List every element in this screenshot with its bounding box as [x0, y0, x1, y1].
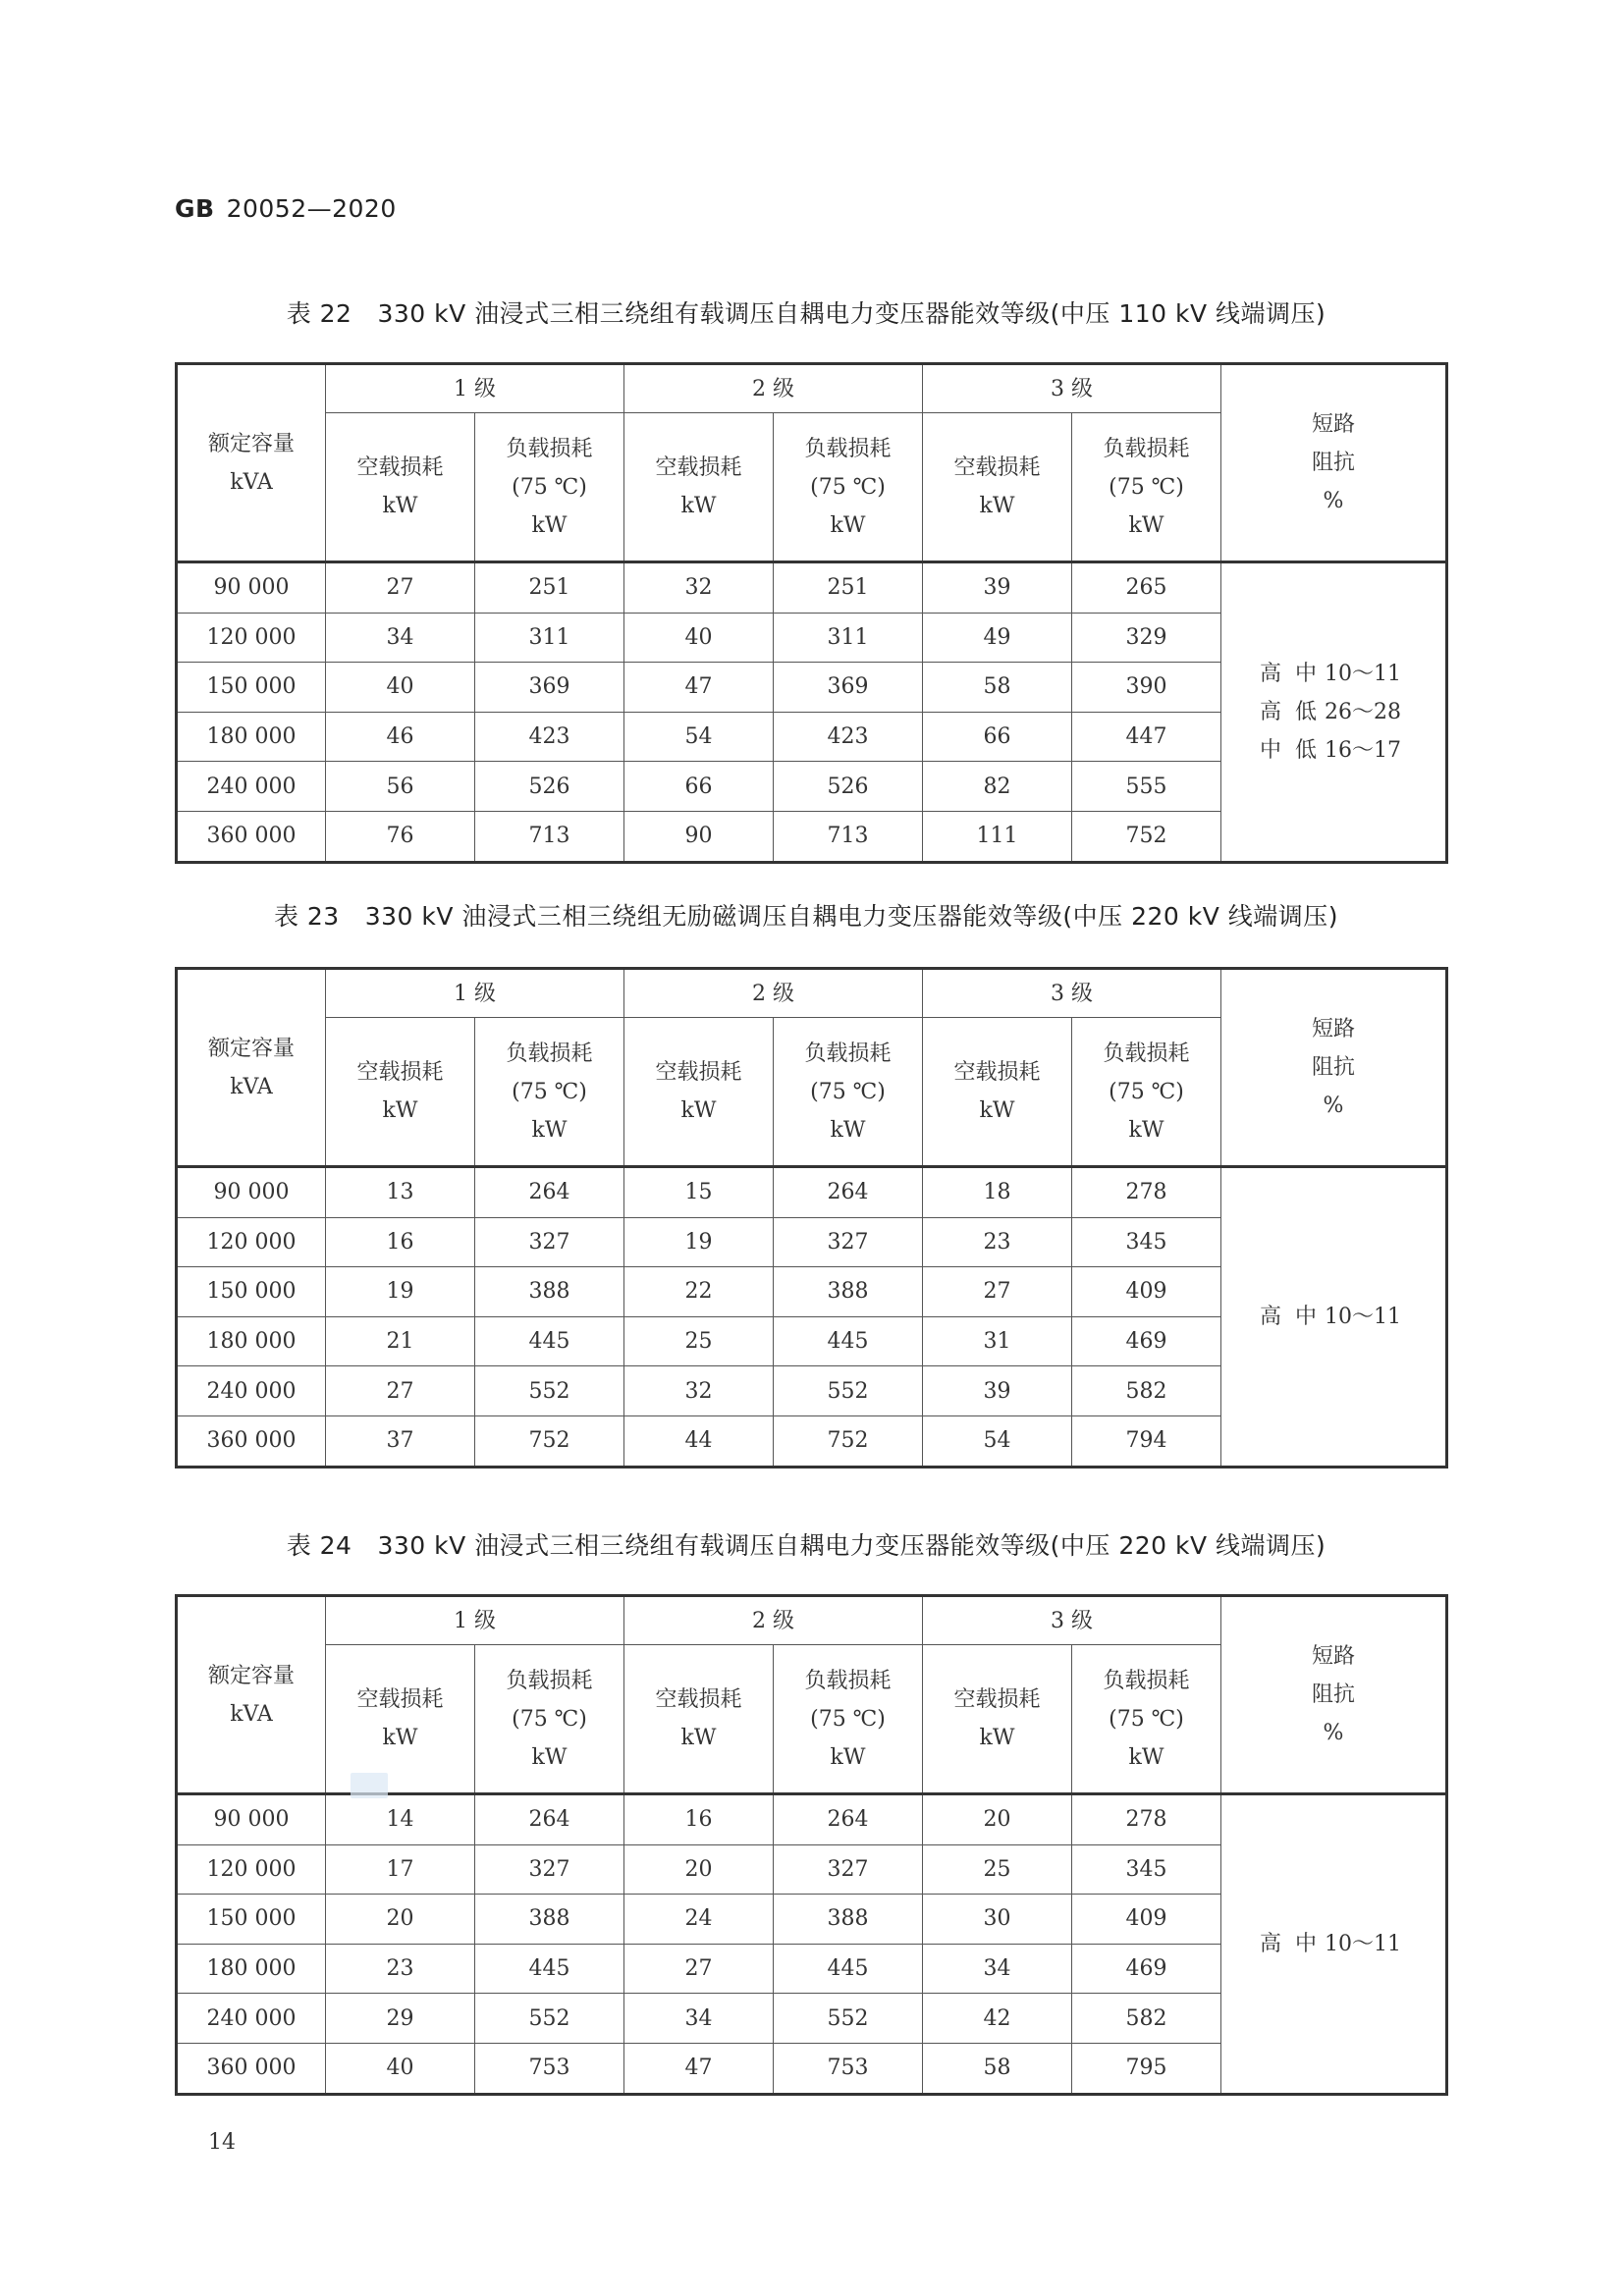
loss-value-cell: 552 — [774, 1366, 923, 1416]
loss-value-cell: 16 — [326, 1217, 475, 1267]
table-24 — [175, 1594, 1448, 2096]
loss-value-cell: 469 — [1072, 1316, 1221, 1366]
table-body — [177, 562, 1447, 863]
loss-value-cell: 388 — [774, 1267, 923, 1317]
loss-value-cell: 388 — [774, 1895, 923, 1945]
noload-loss-header: 空载损耗 kW — [624, 413, 774, 562]
standard-number: 20052—2020 — [226, 194, 397, 223]
loss-value-cell: 447 — [1072, 712, 1221, 762]
loss-value-cell: 369 — [475, 663, 624, 713]
loss-value-cell: 552 — [475, 1994, 624, 2044]
loss-value-cell: 327 — [475, 1844, 624, 1895]
grade-3-header: 3 级 — [923, 1596, 1221, 1645]
loss-value-cell: 22 — [624, 1267, 774, 1317]
impedance-header: 短路 阻抗 % — [1221, 969, 1447, 1167]
impedance-winding: 低 — [1295, 699, 1318, 724]
loss-value-cell: 388 — [475, 1895, 624, 1945]
rated-capacity-cell: 240 000 — [177, 1994, 326, 2044]
noload-loss-header: 空载损耗 kW — [326, 1645, 475, 1794]
loss-value-cell: 329 — [1072, 613, 1221, 663]
loss-value-cell: 753 — [774, 2043, 923, 2094]
rated-capacity-cell: 240 000 — [177, 762, 326, 812]
loss-value-cell: 27 — [923, 1267, 1072, 1317]
rated-capacity-cell: 240 000 — [177, 1366, 326, 1416]
loss-value-cell: 24 — [624, 1895, 774, 1945]
loss-value-cell: 794 — [1072, 1415, 1221, 1467]
loss-value-cell: 56 — [326, 762, 475, 812]
impedance-value: 26～28 — [1325, 699, 1401, 724]
noload-loss-header: 空载损耗 kW — [624, 1018, 774, 1167]
loss-value-cell: 526 — [774, 762, 923, 812]
load-loss-header: 负载损耗 (75 ℃) kW — [475, 1018, 624, 1167]
loss-value-cell: 20 — [624, 1844, 774, 1895]
table-22 — [175, 362, 1448, 864]
loss-value-cell: 42 — [923, 1994, 1072, 2044]
loss-value-cell: 21 — [326, 1316, 475, 1366]
impedance-winding: 高 — [1260, 699, 1282, 724]
loss-value-cell: 27 — [326, 1366, 475, 1416]
rated-capacity-cell: 120 000 — [177, 1217, 326, 1267]
impedance-value: 10～11 — [1325, 661, 1401, 686]
loss-value-cell: 46 — [326, 712, 475, 762]
loss-value-cell: 54 — [624, 712, 774, 762]
table-24-caption — [175, 1526, 1437, 1562]
loss-value-cell: 445 — [774, 1944, 923, 1994]
loss-value-cell: 47 — [624, 663, 774, 713]
loss-value-cell: 47 — [624, 2043, 774, 2094]
watermark-stamp — [351, 1773, 388, 1798]
loss-value-cell: 17 — [326, 1844, 475, 1895]
loss-value-cell: 423 — [774, 712, 923, 762]
load-loss-header: 负载损耗 (75 ℃) kW — [1072, 413, 1221, 562]
rated-capacity-cell: 90 000 — [177, 1794, 326, 1845]
loss-value-cell: 445 — [475, 1316, 624, 1366]
loss-value-cell: 15 — [624, 1167, 774, 1218]
impedance-winding: 低 — [1295, 737, 1318, 763]
loss-value-cell: 40 — [326, 663, 475, 713]
rated-capacity-header: 额定容量 kVA — [177, 969, 326, 1167]
loss-value-cell: 752 — [774, 1415, 923, 1467]
loss-value-cell: 264 — [774, 1167, 923, 1218]
grade-2-header: 2 级 — [624, 1596, 923, 1645]
table-title: 330 kV 油浸式三相三绕组无励磁调压自耦电力变压器能效等级(中压 220 kV 线端调压) — [364, 902, 1339, 931]
loss-value-cell: 423 — [475, 712, 624, 762]
document-header — [175, 194, 397, 223]
noload-loss-header: 空载损耗 kW — [326, 413, 475, 562]
loss-value-cell: 34 — [624, 1994, 774, 2044]
table-number: 表 24 — [286, 1531, 352, 1560]
loss-value-cell: 713 — [774, 811, 923, 862]
loss-value-cell: 345 — [1072, 1217, 1221, 1267]
loss-value-cell: 445 — [475, 1944, 624, 1994]
impedance-cell — [1221, 1794, 1447, 2095]
loss-value-cell: 40 — [624, 613, 774, 663]
impedance-value: 10～11 — [1325, 1931, 1401, 1956]
loss-value-cell: 327 — [475, 1217, 624, 1267]
loss-value-cell: 31 — [923, 1316, 1072, 1366]
impedance-line — [1221, 1298, 1445, 1336]
load-loss-header: 负载损耗 (75 ℃) kW — [774, 1018, 923, 1167]
loss-value-cell: 390 — [1072, 663, 1221, 713]
table-22-caption — [175, 294, 1437, 330]
loss-value-cell: 311 — [475, 613, 624, 663]
impedance-header: 短路 阻抗 % — [1221, 364, 1447, 562]
loss-value-cell: 30 — [923, 1895, 1072, 1945]
table-23-caption — [175, 897, 1437, 933]
rated-capacity-header: 额定容量 kVA — [177, 364, 326, 562]
noload-loss-header: 空载损耗 kW — [923, 413, 1072, 562]
rated-capacity-cell: 150 000 — [177, 1267, 326, 1317]
loss-value-cell: 37 — [326, 1415, 475, 1467]
load-loss-header: 负载损耗 (75 ℃) kW — [774, 413, 923, 562]
load-loss-header: 负载损耗 (75 ℃) kW — [475, 1645, 624, 1794]
load-loss-header: 负载损耗 (75 ℃) kW — [475, 413, 624, 562]
loss-value-cell: 20 — [326, 1895, 475, 1945]
rated-capacity-cell: 180 000 — [177, 1316, 326, 1366]
rated-capacity-header: 额定容量 kVA — [177, 1596, 326, 1794]
loss-value-cell: 13 — [326, 1167, 475, 1218]
impedance-winding: 中 — [1260, 737, 1282, 763]
impedance-line — [1221, 693, 1445, 731]
rated-capacity-cell: 360 000 — [177, 811, 326, 862]
loss-value-cell: 409 — [1072, 1267, 1221, 1317]
loss-value-cell: 265 — [1072, 562, 1221, 614]
loss-value-cell: 713 — [475, 811, 624, 862]
impedance-winding: 中 — [1295, 1931, 1318, 1956]
impedance-winding: 中 — [1295, 1304, 1318, 1329]
load-loss-header: 负载损耗 (75 ℃) kW — [1072, 1018, 1221, 1167]
loss-value-cell: 469 — [1072, 1944, 1221, 1994]
loss-value-cell: 526 — [475, 762, 624, 812]
grade-1-header: 1 级 — [326, 1596, 624, 1645]
rated-capacity-cell: 150 000 — [177, 1895, 326, 1945]
impedance-winding: 高 — [1260, 1304, 1282, 1329]
grade-3-header: 3 级 — [923, 364, 1221, 413]
loss-value-cell: 16 — [624, 1794, 774, 1845]
load-loss-header: 负载损耗 (75 ℃) kW — [774, 1645, 923, 1794]
loss-value-cell: 39 — [923, 1366, 1072, 1416]
table-body — [177, 1794, 1447, 2095]
loss-value-cell: 278 — [1072, 1167, 1221, 1218]
loss-value-cell: 264 — [475, 1167, 624, 1218]
table-row — [177, 562, 1447, 614]
loss-value-cell: 327 — [774, 1844, 923, 1895]
loss-value-cell: 90 — [624, 811, 774, 862]
rated-capacity-cell: 360 000 — [177, 1415, 326, 1467]
loss-value-cell: 76 — [326, 811, 475, 862]
noload-loss-header: 空载损耗 kW — [923, 1018, 1072, 1167]
loss-value-cell: 58 — [923, 2043, 1072, 2094]
loss-value-cell: 32 — [624, 1366, 774, 1416]
grade-2-header: 2 级 — [624, 364, 923, 413]
rated-capacity-cell: 90 000 — [177, 562, 326, 614]
table-body — [177, 1167, 1447, 1468]
loss-value-cell: 345 — [1072, 1844, 1221, 1895]
loss-value-cell: 111 — [923, 811, 1072, 862]
table-row — [177, 1794, 1447, 1845]
page-number: 14 — [208, 2130, 236, 2155]
noload-loss-header: 空载损耗 kW — [923, 1645, 1072, 1794]
loss-value-cell: 54 — [923, 1415, 1072, 1467]
standard-code: GB — [175, 194, 215, 223]
loss-value-cell: 27 — [624, 1944, 774, 1994]
loss-value-cell: 66 — [923, 712, 1072, 762]
table-23 — [175, 967, 1448, 1468]
impedance-winding: 中 — [1295, 661, 1318, 686]
impedance-line — [1221, 1925, 1445, 1963]
impedance-winding: 高 — [1260, 661, 1282, 686]
loss-value-cell: 29 — [326, 1994, 475, 2044]
loss-value-cell: 34 — [923, 1944, 1072, 1994]
loss-value-cell: 251 — [475, 562, 624, 614]
loss-value-cell: 409 — [1072, 1895, 1221, 1945]
loss-value-cell: 34 — [326, 613, 475, 663]
grade-1-header: 1 级 — [326, 364, 624, 413]
loss-value-cell: 752 — [1072, 811, 1221, 862]
impedance-line — [1221, 731, 1445, 770]
impedance-value: 10～11 — [1325, 1304, 1401, 1329]
rated-capacity-cell: 180 000 — [177, 712, 326, 762]
loss-value-cell: 264 — [774, 1794, 923, 1845]
grade-3-header: 3 级 — [923, 969, 1221, 1018]
loss-value-cell: 264 — [475, 1794, 624, 1845]
table-title: 330 kV 油浸式三相三绕组有载调压自耦电力变压器能效等级(中压 110 kV 线端调压) — [377, 299, 1326, 328]
impedance-cell — [1221, 562, 1447, 863]
loss-value-cell: 58 — [923, 663, 1072, 713]
noload-loss-header: 空载损耗 kW — [624, 1645, 774, 1794]
loss-value-cell: 40 — [326, 2043, 475, 2094]
loss-value-cell: 753 — [475, 2043, 624, 2094]
loss-value-cell: 582 — [1072, 1994, 1221, 2044]
loss-value-cell: 278 — [1072, 1794, 1221, 1845]
loss-value-cell: 66 — [624, 762, 774, 812]
loss-value-cell: 388 — [475, 1267, 624, 1317]
loss-value-cell: 795 — [1072, 2043, 1221, 2094]
impedance-cell — [1221, 1167, 1447, 1468]
loss-value-cell: 582 — [1072, 1366, 1221, 1416]
loss-value-cell: 311 — [774, 613, 923, 663]
table-title: 330 kV 油浸式三相三绕组有载调压自耦电力变压器能效等级(中压 220 kV 线端调压) — [377, 1531, 1326, 1560]
loss-value-cell: 20 — [923, 1794, 1072, 1845]
loss-value-cell: 49 — [923, 613, 1072, 663]
grade-2-header: 2 级 — [624, 969, 923, 1018]
loss-value-cell: 19 — [624, 1217, 774, 1267]
loss-value-cell: 32 — [624, 562, 774, 614]
loss-value-cell: 445 — [774, 1316, 923, 1366]
loss-value-cell: 752 — [475, 1415, 624, 1467]
impedance-value: 16～17 — [1325, 737, 1401, 763]
table-row — [177, 1167, 1447, 1218]
loss-value-cell: 25 — [923, 1844, 1072, 1895]
load-loss-header: 负载损耗 (75 ℃) kW — [1072, 1645, 1221, 1794]
loss-value-cell: 39 — [923, 562, 1072, 614]
loss-value-cell: 23 — [923, 1217, 1072, 1267]
loss-value-cell: 23 — [326, 1944, 475, 1994]
loss-value-cell: 14 — [326, 1794, 475, 1845]
rated-capacity-cell: 180 000 — [177, 1944, 326, 1994]
rated-capacity-cell: 120 000 — [177, 1844, 326, 1895]
table-number: 表 22 — [286, 299, 352, 328]
loss-value-cell: 19 — [326, 1267, 475, 1317]
impedance-winding: 高 — [1260, 1931, 1282, 1956]
loss-value-cell: 27 — [326, 562, 475, 614]
loss-value-cell: 44 — [624, 1415, 774, 1467]
impedance-header: 短路 阻抗 % — [1221, 1596, 1447, 1794]
table-number: 表 23 — [273, 902, 340, 931]
loss-value-cell: 552 — [475, 1366, 624, 1416]
impedance-line — [1221, 655, 1445, 693]
loss-value-cell: 251 — [774, 562, 923, 614]
loss-value-cell: 25 — [624, 1316, 774, 1366]
loss-value-cell: 369 — [774, 663, 923, 713]
loss-value-cell: 18 — [923, 1167, 1072, 1218]
noload-loss-header: 空载损耗 kW — [326, 1018, 475, 1167]
rated-capacity-cell: 150 000 — [177, 663, 326, 713]
rated-capacity-cell: 120 000 — [177, 613, 326, 663]
rated-capacity-cell: 360 000 — [177, 2043, 326, 2094]
loss-value-cell: 82 — [923, 762, 1072, 812]
rated-capacity-cell: 90 000 — [177, 1167, 326, 1218]
loss-value-cell: 327 — [774, 1217, 923, 1267]
grade-1-header: 1 级 — [326, 969, 624, 1018]
loss-value-cell: 555 — [1072, 762, 1221, 812]
loss-value-cell: 552 — [774, 1994, 923, 2044]
